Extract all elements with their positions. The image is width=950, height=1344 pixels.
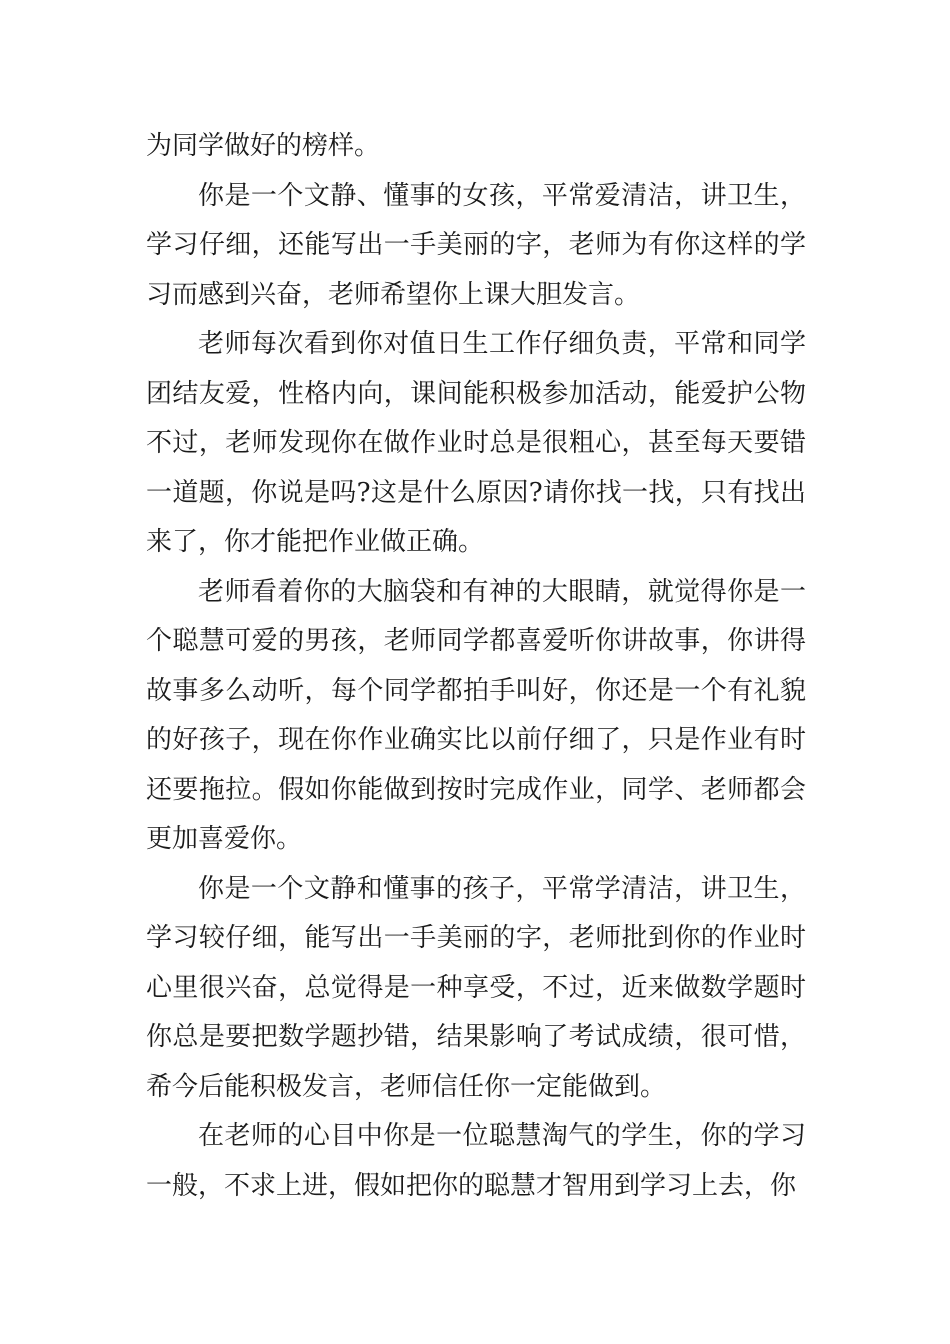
paragraph-comment-2: 老师每次看到你对值日生工作仔细负责，平常和同学团结友爱，性格内向，课间能积极参加活动，能爱护公物不过，老师发现你在做作业时总是很粗心，甚至每天要错一道题，你说是吗?这是什么原因?请你找一找，只有找出来了，你才能把作业做正确。 [146, 329, 806, 557]
document-body [146, 122, 806, 1211]
paragraph-comment-1: 你是一个文静、懂事的女孩，平常爱清洁，讲卫生，学习仔细，还能写出一手美丽的字，老师为有你这样的学习而感到兴奋，老师希望你上课大胆发言。 [146, 180, 806, 310]
paragraph-comment-5: 在老师的心目中你是一位聪慧淘气的学生，你的学习一般，不求上进，假如把你的聪慧才智用到学习上去，你 [146, 1121, 806, 1201]
paragraph-comment-4: 你是一个文静和懂事的孩子，平常学清洁，讲卫生，学习较仔细，能写出一手美丽的字，老师批到你的作业时心里很兴奋，总觉得是一种享受，不过，近来做数学题时你总是要把数学题抄错，结果影响了考试成绩，很可惜，希今后能积极发言，老师信任你一定能做到。 [146, 873, 806, 1102]
paragraph-comment-3: 老师看着你的大脑袋和有神的大眼睛，就觉得你是一个聪慧可爱的男孩，老师同学都喜爱听你讲故事，你讲得故事多么动听，每个同学都拍手叫好，你还是一个有礼貌的好孩子，现在你作业确实比以前仔细了，只是作业有时还要拖拉。假如你能做到按时完成作业，同学、老师都会更加喜爱你。 [146, 576, 806, 854]
paragraph-continuation: 为同学做好的榜样。 [146, 131, 381, 161]
